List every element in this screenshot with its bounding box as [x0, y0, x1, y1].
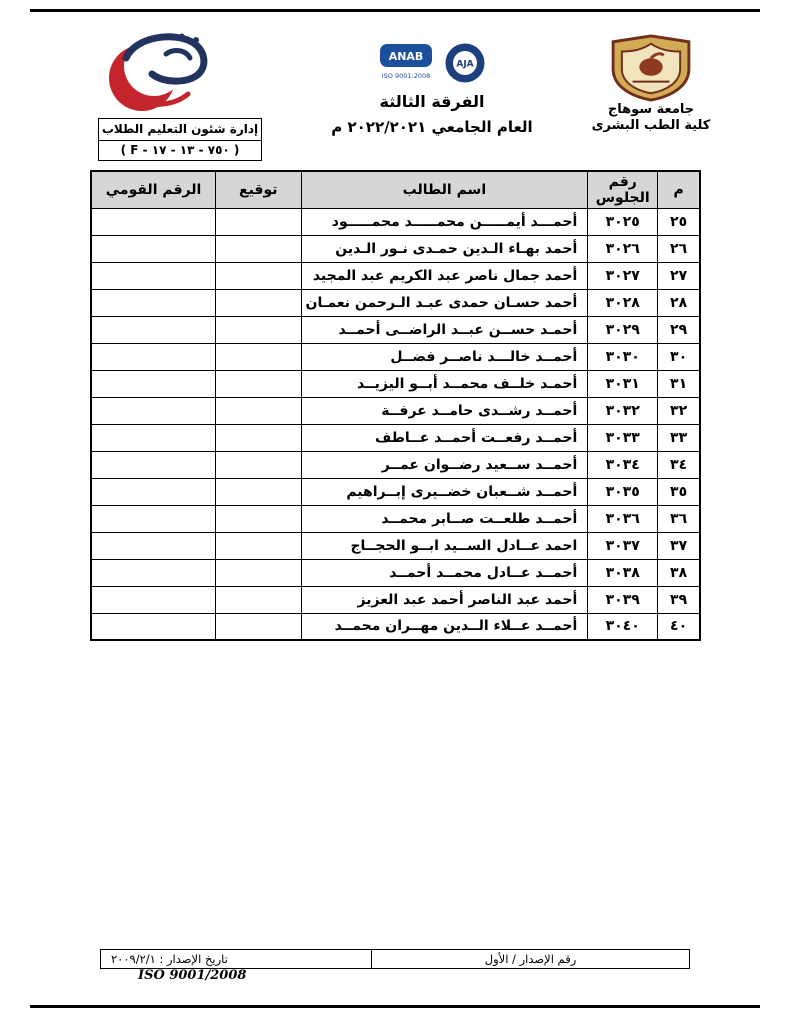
- certification-logos: [322, 42, 542, 90]
- national-id-cell: [91, 559, 216, 586]
- national-id-cell: [91, 424, 216, 451]
- seat-number-cell: ٣٠٢٩: [588, 316, 658, 343]
- table-row: [91, 505, 700, 532]
- national-id-cell: [91, 505, 216, 532]
- student-name-cell: أحمـــد أيمـــــن محمـــــد محمـــــود: [301, 208, 588, 235]
- student-name-cell: أحمد جمال ناصر عبد الكريم عبد المجيد: [301, 262, 588, 289]
- student-name-cell: أحمــد عــادل محمــد أحمــد: [301, 559, 588, 586]
- issue-date-cell: تاريخ الإصدار : ٢٠٠٩/٢/١: [111, 952, 228, 966]
- serial-cell: ٣٧: [658, 532, 700, 559]
- national-id-cell: [91, 208, 216, 235]
- seat-number-cell: ٣٠٢٧: [588, 262, 658, 289]
- col-header-signature: توقيع: [216, 171, 301, 208]
- serial-cell: ٣٠: [658, 343, 700, 370]
- signature-cell: [216, 613, 301, 640]
- university-crescent-calligraphy-logo: [96, 28, 214, 114]
- serial-cell: ٢٦: [658, 235, 700, 262]
- table-row: [91, 613, 700, 640]
- iso-standard-label: ISO 9001/2008: [138, 968, 247, 983]
- student-name-cell: أحمــد عــلاء الــدين مهــران محمــد: [301, 613, 588, 640]
- seat-number-cell: ٣٠٣٧: [588, 532, 658, 559]
- bottom-border-line: [30, 1005, 760, 1008]
- seat-number-cell: ٣٠٣٨: [588, 559, 658, 586]
- student-name-cell: أحمــد ســعيد رضــوان عمــر: [301, 451, 588, 478]
- signature-cell: [216, 397, 301, 424]
- table-row: [91, 208, 700, 235]
- table-header-row: [91, 171, 700, 208]
- serial-cell: ٣٣: [658, 424, 700, 451]
- student-name-cell: أحمد بهـاء الـدين حمـدى نـور الـدين: [301, 235, 588, 262]
- serial-cell: ٢٩: [658, 316, 700, 343]
- anab-logo: [378, 42, 434, 82]
- serial-cell: ٣٢: [658, 397, 700, 424]
- signature-cell: [216, 424, 301, 451]
- national-id-cell: [91, 586, 216, 613]
- academic-year-title: العام الجامعي ٢٠٢٢/٢٠٢١ م: [331, 118, 533, 136]
- col-header-student-name: اسم الطالب: [301, 171, 588, 208]
- signature-cell: [216, 208, 301, 235]
- national-id-cell: [91, 451, 216, 478]
- serial-cell: ٣٤: [658, 451, 700, 478]
- faculty-name: كلية الطب البشرى: [591, 118, 711, 134]
- serial-cell: ٢٧: [658, 262, 700, 289]
- national-id-cell: [91, 370, 216, 397]
- student-name-cell: أحمد حسـان حمدى عبـد الـرحمن نعمـان: [301, 289, 588, 316]
- serial-cell: ٣٨: [658, 559, 700, 586]
- seat-number-cell: ٣٠٣١: [588, 370, 658, 397]
- table-row: [91, 397, 700, 424]
- national-id-cell: [91, 613, 216, 640]
- seat-number-cell: ٣٠٣٤: [588, 451, 658, 478]
- year-group-title: الفرقة الثالثة: [379, 92, 485, 111]
- svg-text:AJA: AJA: [456, 59, 474, 70]
- student-affairs-box: إدارة شئون التعليم الطلاب: [98, 118, 262, 141]
- top-border-line: [30, 9, 760, 12]
- svg-text:ANAB: ANAB: [388, 50, 424, 63]
- table-row: [91, 559, 700, 586]
- national-id-cell: [91, 262, 216, 289]
- signature-cell: [216, 289, 301, 316]
- signature-cell: [216, 532, 301, 559]
- national-id-cell: [91, 289, 216, 316]
- student-name-cell: أحمـد حســن عبــد الراضــى أحمــد: [301, 316, 588, 343]
- serial-cell: ٤٠: [658, 613, 700, 640]
- signature-cell: [216, 262, 301, 289]
- issue-info-bar: [100, 949, 690, 969]
- issue-number-cell: رقم الإصدار / الأول: [371, 950, 689, 968]
- signature-cell: [216, 559, 301, 586]
- table-row: [91, 451, 700, 478]
- table-row: [91, 586, 700, 613]
- student-name-cell: أحمــد رشــدى حامــد عرفــة: [301, 397, 588, 424]
- signature-cell: [216, 586, 301, 613]
- student-name-cell: أحمـد خلــف محمــد أبــو اليزيــد: [301, 370, 588, 397]
- table-row: [91, 289, 700, 316]
- national-id-cell: [91, 235, 216, 262]
- student-name-cell: أحمــد خالـــد ناصــر فضــل: [301, 343, 588, 370]
- aja-logo: [444, 42, 486, 84]
- sohag-university-shield-logo: [606, 34, 696, 102]
- seat-number-cell: ٣٠٣٥: [588, 478, 658, 505]
- seat-number-cell: ٣٠٢٥: [588, 208, 658, 235]
- table-row: [91, 343, 700, 370]
- national-id-cell: [91, 343, 216, 370]
- student-name-cell: احمد عــادل الســيد ابــو الحجــاج: [301, 532, 588, 559]
- student-name-cell: أحمــد شــعبان خضــيرى إبــراهيم: [301, 478, 588, 505]
- table-row: [91, 235, 700, 262]
- signature-cell: [216, 478, 301, 505]
- col-header-national-id: الرقم القومي: [91, 171, 216, 208]
- svg-text:ISO 9001:2008: ISO 9001:2008: [381, 72, 431, 80]
- seat-number-cell: ٣٠٣٢: [588, 397, 658, 424]
- serial-cell: ٢٨: [658, 289, 700, 316]
- form-code-box: ( F - ٧٥٠ - ١٣ - ١٧ ): [98, 140, 262, 161]
- seat-number-cell: ٣٠٣٩: [588, 586, 658, 613]
- table-row: [91, 262, 700, 289]
- table-row: [91, 370, 700, 397]
- national-id-cell: [91, 478, 216, 505]
- student-name-cell: أحمــد طلعــت صــابر محمــد: [301, 505, 588, 532]
- serial-cell: ٣٦: [658, 505, 700, 532]
- col-header-serial: م: [658, 171, 700, 208]
- student-name-cell: أحمد عبد الناصر أحمد عبد العزيز: [301, 586, 588, 613]
- signature-cell: [216, 505, 301, 532]
- student-name-cell: أحمــد رفعــت أحمــد عــاطف: [301, 424, 588, 451]
- table-row: [91, 424, 700, 451]
- university-name: جامعة سوهاج: [607, 102, 695, 117]
- seat-number-cell: ٣٠٢٨: [588, 289, 658, 316]
- signature-cell: [216, 451, 301, 478]
- seat-number-cell: ٣٠٣٠: [588, 343, 658, 370]
- serial-cell: ٣١: [658, 370, 700, 397]
- seat-number-cell: ٣٠٢٦: [588, 235, 658, 262]
- student-table: [90, 170, 701, 641]
- signature-cell: [216, 316, 301, 343]
- col-header-seat-number: رقم الجلوس: [588, 171, 658, 208]
- table-row: [91, 532, 700, 559]
- seat-number-cell: ٣٠٣٣: [588, 424, 658, 451]
- table-row: [91, 478, 700, 505]
- student-table-body: [91, 208, 700, 640]
- national-id-cell: [91, 532, 216, 559]
- seat-number-cell: ٣٠٤٠: [588, 613, 658, 640]
- national-id-cell: [91, 397, 216, 424]
- serial-cell: ٣٩: [658, 586, 700, 613]
- university-header-block: [583, 34, 719, 135]
- signature-cell: [216, 235, 301, 262]
- signature-cell: [216, 370, 301, 397]
- serial-cell: ٢٥: [658, 208, 700, 235]
- seat-number-cell: ٣٠٣٦: [588, 505, 658, 532]
- signature-cell: [216, 343, 301, 370]
- national-id-cell: [91, 316, 216, 343]
- table-row: [91, 316, 700, 343]
- document-title-block: [322, 42, 542, 136]
- serial-cell: ٣٥: [658, 478, 700, 505]
